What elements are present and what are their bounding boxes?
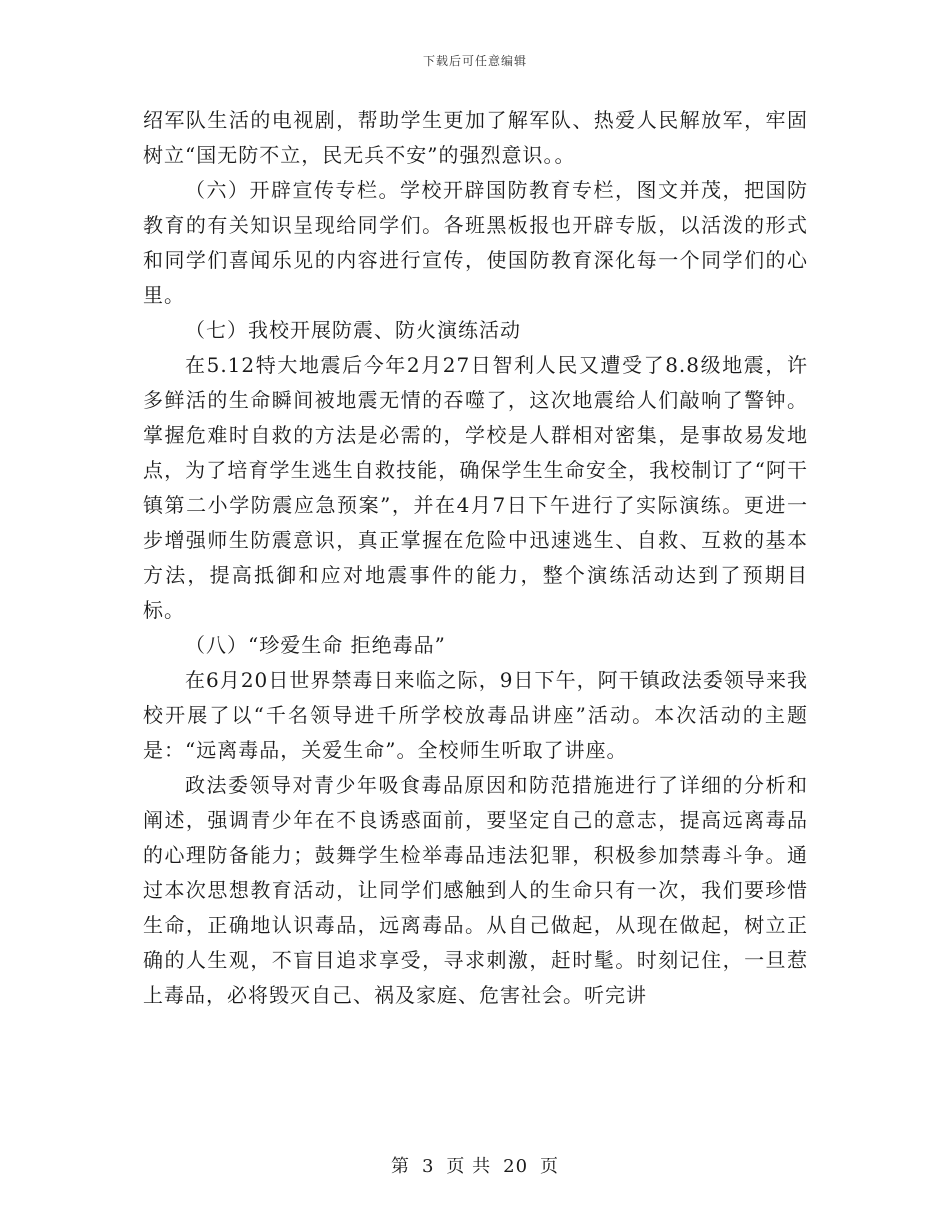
footer-page-number: 3 [421,1156,435,1177]
document-body [143,103,808,1013]
footer-suffix: 页 [540,1156,560,1177]
page-footer [0,1152,950,1178]
footer-middle: 页 共 [446,1156,492,1177]
footer-prefix: 第 [390,1156,410,1177]
footer-total-pages: 20 [503,1156,529,1177]
section-heading-7: （七）我校开展防震、防火演练活动 [185,318,521,342]
paragraph-2: （六）开辟宣传专栏。学校开辟国防教育专栏，图文并茂，把国防教育的有关知识呈现给同学们。各班黑板报也开辟专版，以活泼的形式和同学们喜闻乐见的内容进行宣传，使国防教育深化每一个同学们的心里。 [143,178,808,307]
paragraph-3: 在5.12特大地震后今年2月27日智利人民又遭受了8.8级地震，许多鲜活的生命瞬间被地震无情的吞噬了，这次地震给人们敲响了警钟。掌握危难时自救的方法是必需的，学校是人群相对密集，是事故易发地点，为了培育学生逃生自救技能，确保学生生命安全，我校制订了“阿干镇第二小学防震应急预案”，并在4月7日下午进行了实际演练。更进一步增强师生防震意识，真正掌握在危险中迅速逃生、自救、互救的基本方法，提高抵御和应对地震事件的能力，整个演练活动达到了预期目标。 [143,353,808,622]
paragraph-1: 绍军队生活的电视剧，帮助学生更加了解军队、热爱人民解放军，牢固树立“国无防不立，民无兵不安”的强烈意识。。 [143,108,808,167]
paragraph-4: 在6月20日世界禁毒日来临之际，9日下午，阿干镇政法委领导来我校开展了以“千名领导进千所学校放毒品讲座”活动。本次活动的主题是：“远离毒品，关爱生命”。全校师生听取了讲座。 [143,668,808,762]
page-header: 下载后可任意编辑 [422,54,527,68]
paragraph-5: 政法委领导对青少年吸食毒品原因和防范措施进行了详细的分析和阐述，强调青少年在不良诱惑面前，要坚定自己的意志，提高远离毒品的心理防备能力；鼓舞学生检举毒品违法犯罪，积极参加禁毒斗争。通过本次思想教育活动，让同学们感触到人的生命只有一次，我们要珍惜生命，正确地认识毒品，远离毒品。从自己做起，从现在做起，树立正确的人生观，不盲目追求享受，寻求刺激，赶时髦。时刻记住，一旦惹上毒品，必将毁灭自己、祸及家庭、危害社会。听完讲 [143,773,808,1007]
section-heading-8: （八）“珍爱生命 拒绝毒品” [185,633,446,657]
